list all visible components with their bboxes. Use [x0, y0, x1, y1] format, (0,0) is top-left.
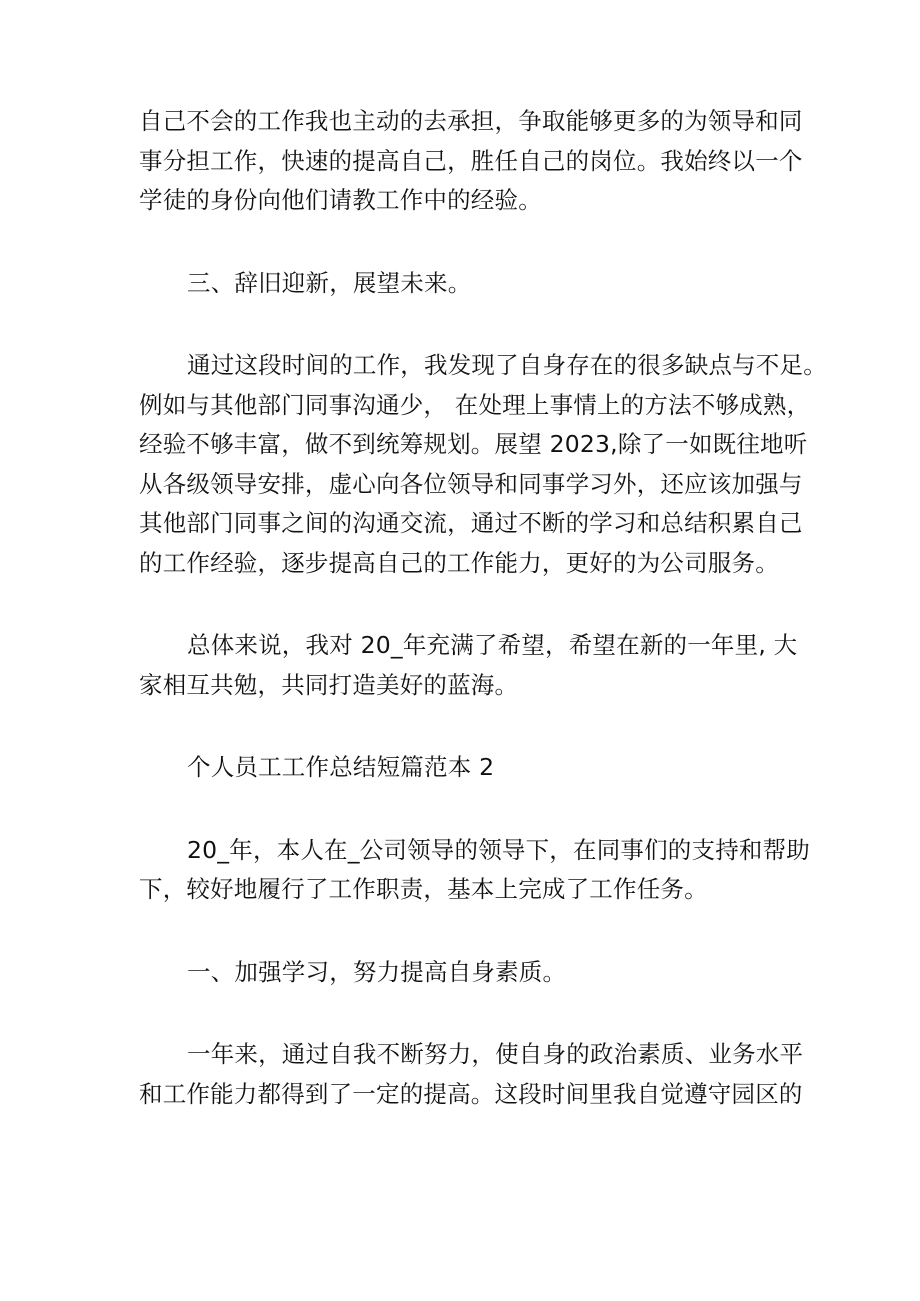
section-heading-3 — [139, 264, 789, 304]
heading-line: 一、加强学习，努力提高自身素质。 — [187, 957, 567, 986]
paragraph-line: 一年来，通过自我不断努力，使自身的政治素质、业务水平 — [187, 1040, 804, 1068]
paragraph-line: 下，较好地履行了工作职责，基本上完成了工作任务。 — [139, 875, 708, 903]
section-heading-1 — [139, 953, 789, 993]
paragraph-spacer — [139, 303, 789, 346]
paragraph-3 — [139, 626, 798, 705]
paragraph-4 — [139, 831, 811, 910]
paragraph-line: 家相互共勉，共同打造美好的蓝海。 — [139, 670, 519, 699]
paragraph-spacer — [139, 583, 789, 626]
paragraph-line: 20_年，本人在_公司领导的领导下，在同事们的支持和帮助 — [187, 835, 811, 864]
paragraph-line: 的工作经验，逐步提高自己的工作能力，更好的为公司服务。 — [139, 548, 779, 577]
paragraph-spacer — [139, 910, 789, 953]
paragraph-line: 从各级领导安排，虚心向各位领导和同事学习外，还应该加强与 — [139, 469, 803, 498]
paragraph-spacer — [139, 705, 789, 748]
paragraph-line: 其他部门同事之间的沟通交流，通过不断的学习和总结积累自己 — [139, 509, 803, 537]
paragraph-1 — [139, 102, 803, 221]
paragraph-spacer — [139, 788, 789, 831]
paragraph-line: 总体来说，我对 20_年充满了希望，希望在新的一年里, 大 — [187, 631, 798, 659]
paragraph-line: 学徒的身份向他们请教工作中的经验。 — [139, 186, 542, 214]
paragraph-line: 经验不够丰富，做不到统筹规划。展望 2023,除了一如既往地听 — [139, 430, 808, 458]
paragraph-line: 和工作能力都得到了一定的提高。这段时间里我自觉遵守园区的 — [139, 1079, 803, 1108]
paragraph-line: 事分担工作，快速的提高自己，胜任自己的岗位。我始终以一个 — [139, 146, 803, 175]
subtitle-line: 个人员工工作总结短篇范本 2 — [187, 753, 495, 781]
paragraph-line: 例如与其他部门同事沟通少， 在处理上事情上的方法不够成熟， — [139, 390, 811, 419]
heading-line: 三、辞旧迎新，展望未来。 — [187, 268, 472, 297]
document-subtitle — [139, 748, 789, 788]
document-body — [139, 102, 827, 1114]
paragraph-line: 通过这段时间的工作，我发现了自身存在的很多缺点与不足。 — [187, 351, 827, 379]
paragraph-spacer — [139, 221, 789, 264]
paragraph-line: 自己不会的工作我也主动的去承担，争取能够更多的为领导和同 — [139, 107, 803, 135]
paragraph-spacer — [139, 992, 789, 1035]
paragraph-2 — [139, 346, 827, 583]
paragraph-5 — [139, 1035, 804, 1114]
